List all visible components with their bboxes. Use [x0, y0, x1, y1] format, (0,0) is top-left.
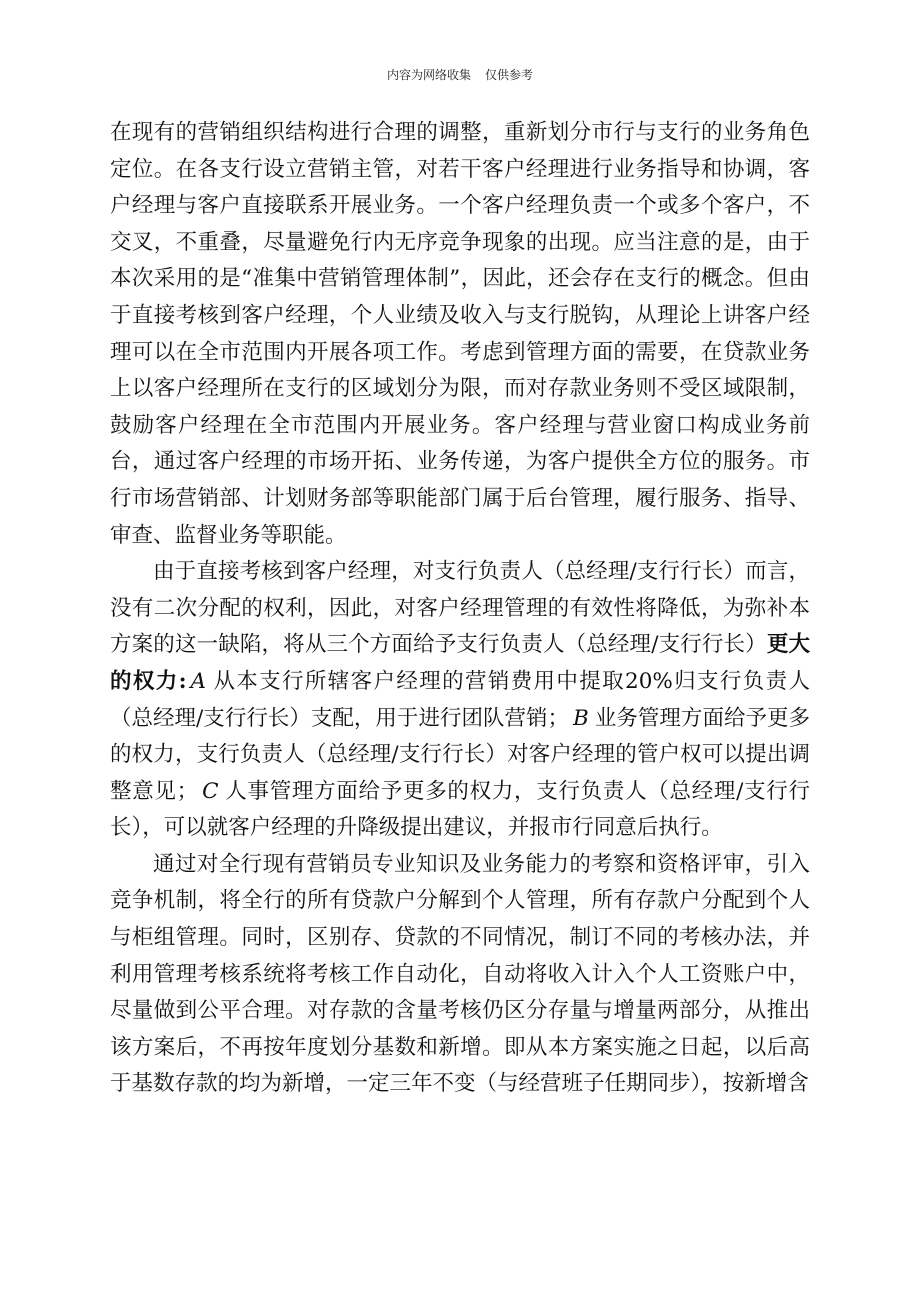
authority-intro-text: 由于直接考核到客户经理，对支行负责人（总经理/支行行长）而言，没有二次分配的权利，因此，对客户经理管理的有效性将降低，为弥补本方案的这一缺陷，将从三个方面给予支行负责人（总经理/支行行长） [110, 559, 810, 658]
page-header [0, 66, 920, 83]
paragraph-organization-structure: 在现有的营销组织结构进行合理的调整，重新划分市行与支行的业务角色定位。在各支行设立营销主管，对若干客户经理进行业务指导和协调，客户经理与客户直接联系开展业务。一个客户经理负责一个或多个客户，不交叉，不重叠，尽量避免行内无序竞争现象的出现。应当注意的是，由于本次采用的是“准集中营销管理体制”，因此，还会存在支行的概念。但由于直接考核到客户经理，个人业绩及收入与支行脱钩，从理论上讲客户经理可以在全市范围内开展各项工作。考虑到管理方面的需要，在贷款业务上以客户经理所在支行的区域划分为限，而对存款业务则不受区域限制，鼓励客户经理在全市范围内开展业务。客户经理与营业窗口构成业务前台，通过客户经理的市场开拓、业务传递，为客户提供全方位的服务。市行市场营销部、计划财务部等职能部门属于后台管理，履行服务、指导、审查、监督业务等职能。 [110, 120, 810, 548]
authority-bold-heading: 更大的权力: [110, 632, 810, 694]
document-body [110, 115, 810, 1103]
item-label-b: B [573, 705, 589, 731]
item-b-text: 业务管理方面给予更多的权力，支行负责人（总经理/支行行长）对客户经理的管户权可以提出调整意见； [110, 705, 810, 804]
item-a-text: 从本支行所辖客户经理的营销费用中提取20%归支行负责人（总经理/支行行长）支配，用于进行团队营销； [110, 668, 811, 731]
paragraph-branch-authority [110, 554, 810, 847]
header-source-note: 内容为网络收集 [386, 68, 471, 82]
header-reference-note: 仅供参考 [485, 68, 534, 82]
paragraph-assessment-mechanism: 通过对全行现有营销员专业知识及业务能力的考察和资格评审，引入竞争机制，将全行的所有贷款户分解到个人管理，所有存款户分配到个人与柜组管理。同时，区别存、贷款的不同情况，制订不同的考核办法，并利用管理考核系统将考核工作自动化，自动将收入计入个人工资账户中，尽量做到公平合理。对存款的含量考核仍区分存量与增量两部分，从推出该方案后，不再按年度划分基数和新增。即从本方案实施之日起，以后高于基数存款的均为新增，一定三年不变（与经营班子任期同步），按新增含 [110, 851, 810, 1097]
item-label-c: C [202, 778, 219, 804]
item-c-text: 人事管理方面给予更多的权力，支行负责人（总经理/支行行长），可以就客户经理的升降级提出建议，并报市行同意后执行。 [110, 778, 810, 841]
item-label-a: A [190, 668, 207, 694]
